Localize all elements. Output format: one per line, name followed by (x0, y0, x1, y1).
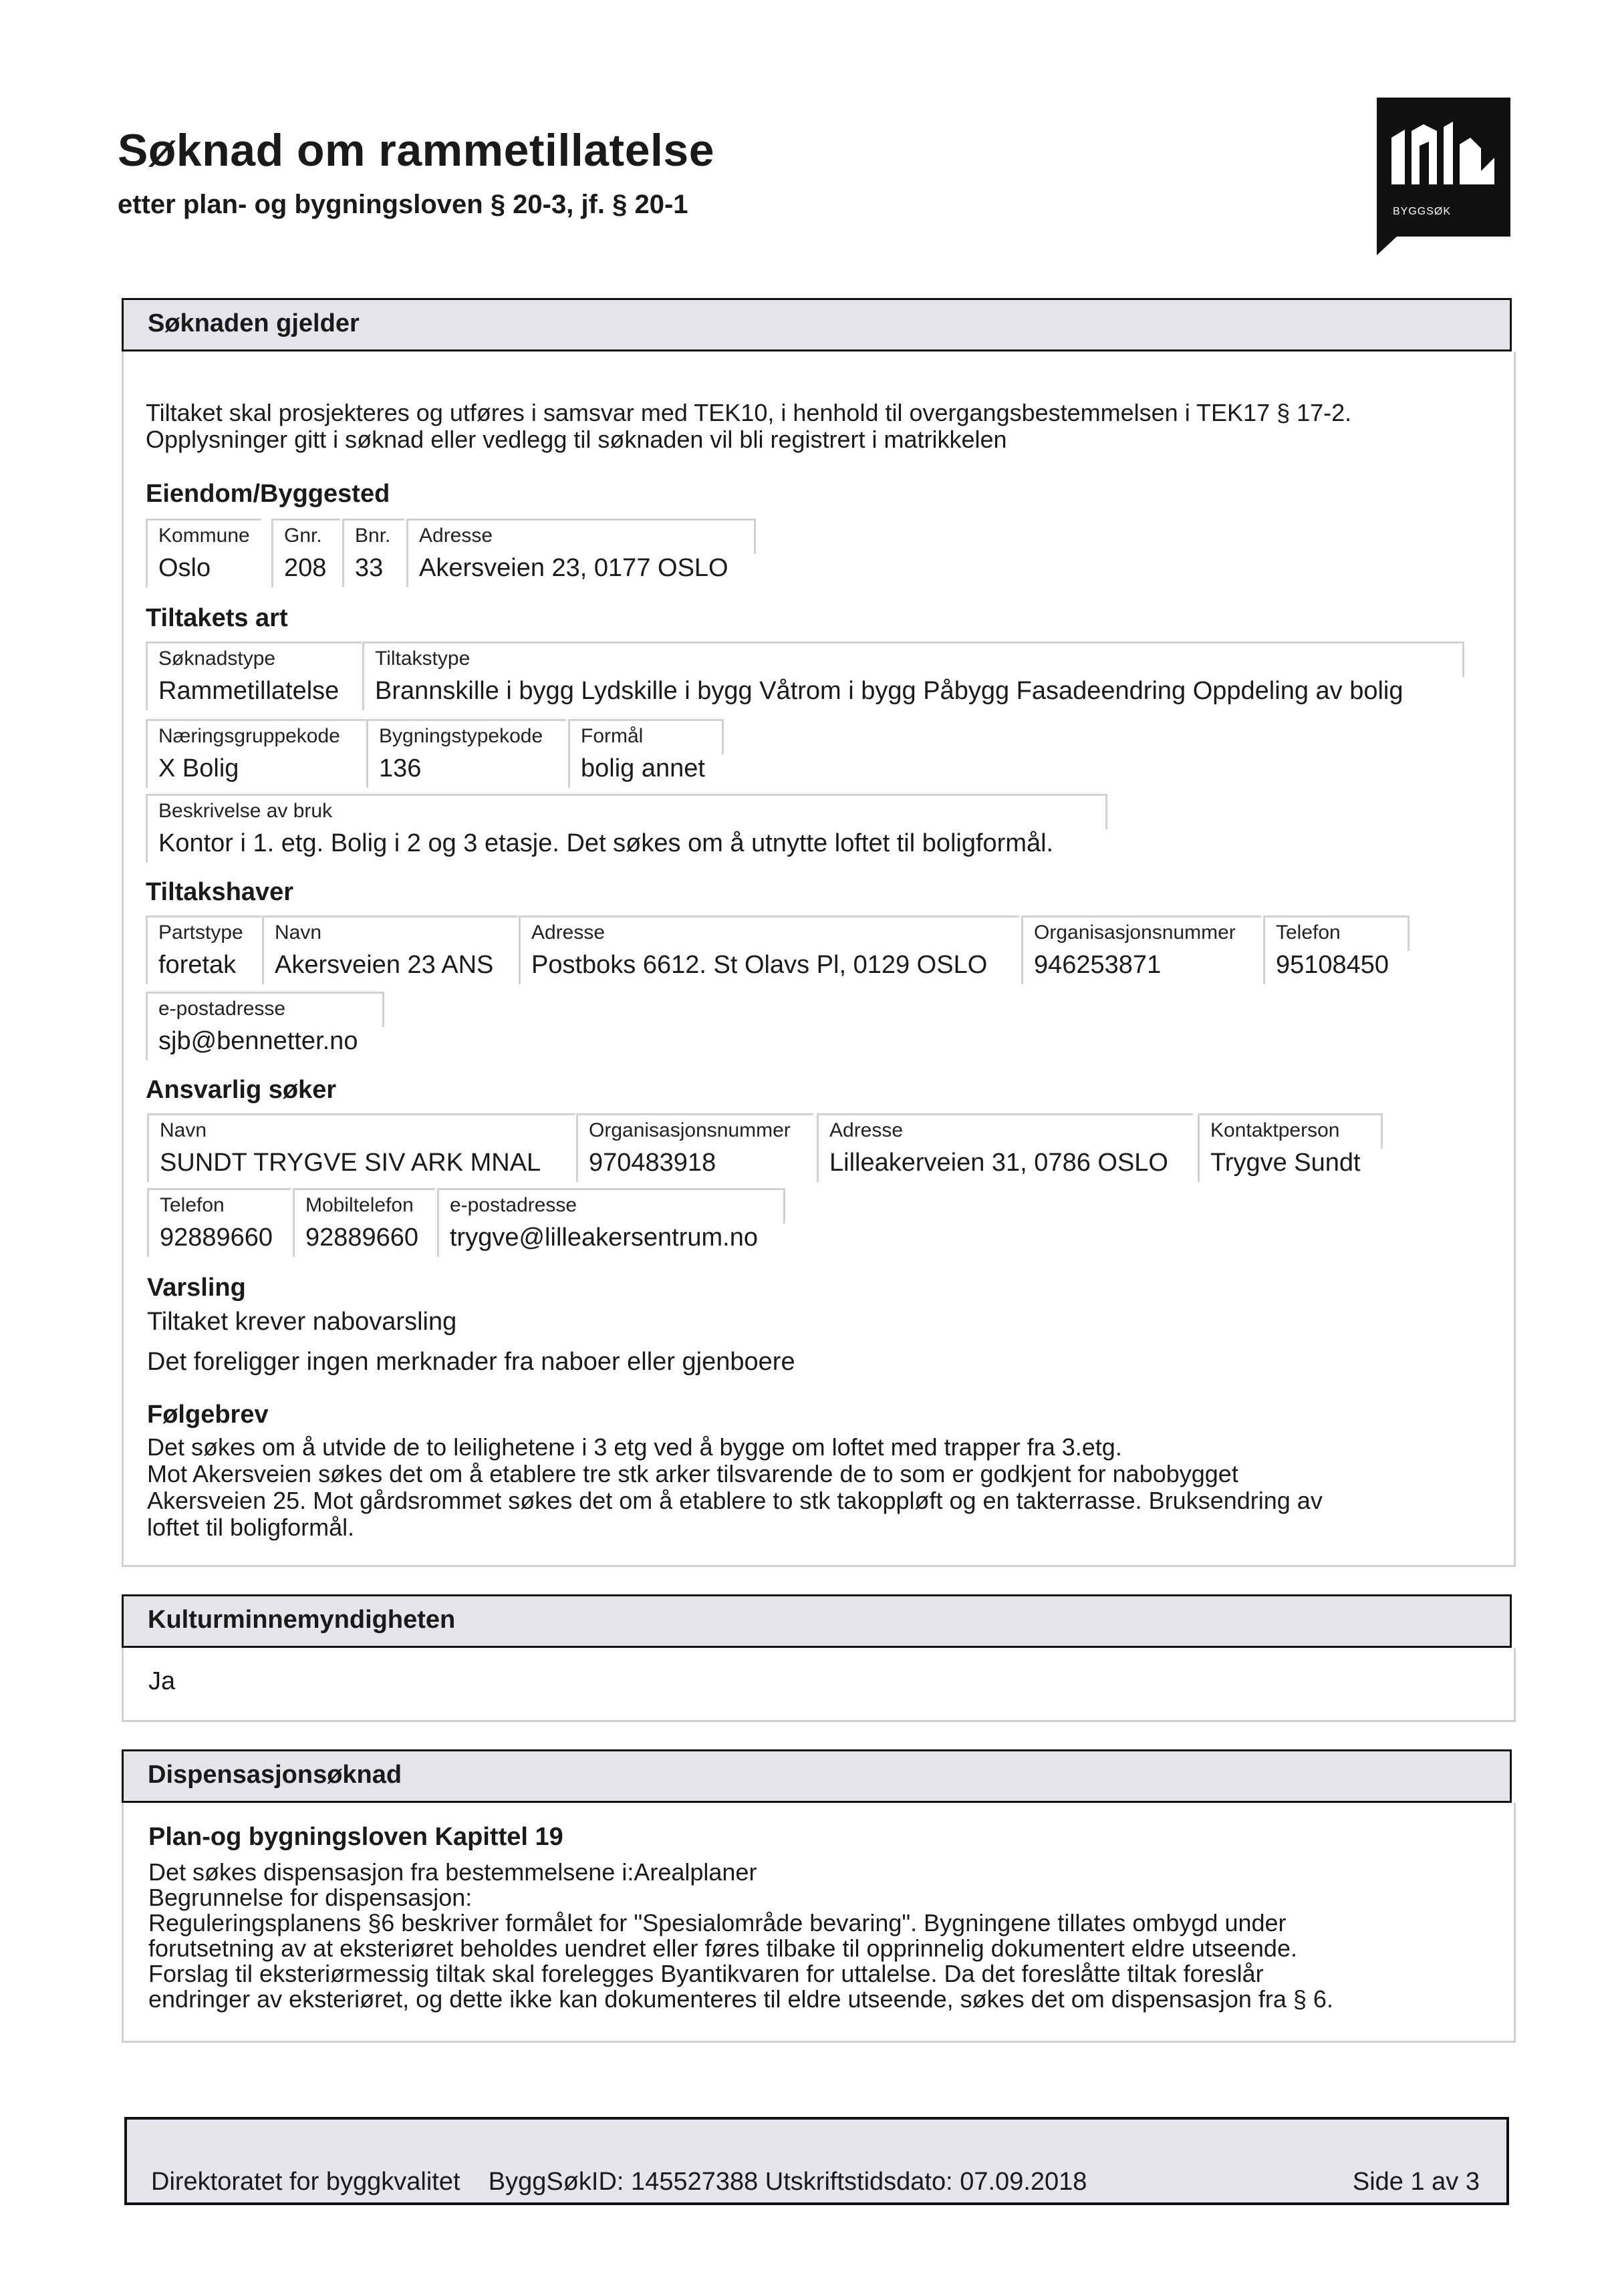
dispensasjon-line-5: Forslag til eksteriørmessig tiltak skal forelegges Byantikvaren for uttalelse. Da det foreslåtte tiltak foreslår (148, 1960, 1264, 1987)
formal-value: bolig annet (581, 754, 705, 782)
kommune-field (146, 519, 261, 587)
beskrivelse-label: Beskrivelse av bruk (158, 800, 333, 822)
section-header-dispensasjon (122, 1749, 1512, 1803)
varsling-line-1: Tiltaket krever nabovarsling (147, 1308, 457, 1336)
section-header-kulturminne (122, 1594, 1512, 1648)
formal-field (568, 719, 724, 788)
dispensasjon-line-2: Begrunnelse for dispensasjon: (148, 1884, 473, 1911)
section-header-soknaden-gjelder (122, 298, 1512, 351)
epost-label: e-postadresse (158, 998, 286, 1020)
soker-epost-field (437, 1188, 785, 1257)
orgnr-value: 970483918 (589, 1149, 716, 1177)
dispensasjon-line-4: forutsetning av at eksteriøret beholdes uendret eller føres tilbake til opprinnelig dokumentert eldre utseende. (148, 1934, 1297, 1962)
logo-tail (1377, 237, 1397, 255)
partstype-field (146, 915, 261, 984)
telefon-label: Telefon (160, 1194, 225, 1216)
dispensasjon-subheading: Plan-og bygningsloven Kapittel 19 (148, 1823, 563, 1851)
folgebrev-line-1: Det søkes om å utvide de to leilighetene i 3 etg ved å bygge om loftet med trapper fra 3.etg. (147, 1433, 1122, 1461)
soker-adresse-field (817, 1113, 1193, 1182)
bnr-label: Bnr. (355, 525, 391, 547)
tiltakshaver-heading: Tiltakshaver (146, 878, 294, 906)
soker-orgnr-field (576, 1113, 813, 1182)
mobil-label: Mobiltelefon (305, 1194, 414, 1216)
page-subtitle: etter plan- og bygningsloven § 20-3, jf. § 20-1 (118, 190, 688, 219)
soker-telefon-field (147, 1188, 291, 1257)
naeringsgruppekode-label: Næringsgruppekode (158, 725, 340, 747)
naeringsgruppekode-field (146, 719, 368, 788)
soker-kontakt-field (1198, 1113, 1383, 1182)
epost-label: e-postadresse (450, 1194, 577, 1216)
bnr-field (342, 519, 404, 587)
navn-value: SUNDT TRYGVE SIV ARK MNAL (160, 1149, 541, 1177)
epost-value: sjb@bennetter.no (158, 1027, 358, 1055)
orgnr-label: Organisasjonsnummer (1034, 921, 1236, 944)
bygningstypekode-label: Bygningstypekode (379, 725, 543, 747)
tiltakshaver-adresse-field (519, 915, 1019, 984)
navn-value: Akersveien 23 ANS (275, 951, 494, 979)
adresse-label: Adresse (829, 1119, 904, 1141)
adresse-label: Adresse (531, 921, 606, 944)
gnr-field (271, 519, 340, 587)
kontakt-value: Trygve Sundt (1210, 1149, 1361, 1177)
soker-mobil-field (293, 1188, 435, 1257)
intro-line-2: Opplysninger gitt i søknad eller vedlegg til søknaden vil bli registrert i matrikkelen (146, 426, 1007, 453)
section-title: Kulturminnemyndigheten (148, 1606, 456, 1634)
bygningstypekode-field (366, 719, 566, 788)
section-kulturminne (122, 1648, 1516, 1722)
folgebrev-heading: Følgebrev (147, 1401, 269, 1429)
navn-label: Navn (160, 1119, 207, 1141)
footer-info: Direktoratet for byggkvalitet ByggSøkID: 145527388 Utskriftstidsdato: 07.09.2018 (151, 2168, 1087, 2196)
kommune-value: Oslo (158, 554, 211, 582)
folgebrev-line-4: loftet til boligformål. (147, 1514, 355, 1541)
page-title: Søknad om rammetillatelse (118, 125, 715, 176)
adresse-label: Adresse (419, 525, 493, 547)
tiltakstype-value: Brannskille i bygg Lydskille i bygg Våtrom i bygg Påbygg Fasadeendring Oppdeling av bolig (375, 677, 1403, 705)
adresse-value: Akersveien 23, 0177 OSLO (419, 554, 728, 582)
orgnr-label: Organisasjonsnummer (589, 1119, 791, 1141)
dispensasjon-line-6: endringer av eksteriøret, og dette ikke kan dokumenteres til eldre utseende, søkes det om dispensasjon fra § 6. (148, 1985, 1333, 2013)
adresse-value: Postboks 6612. St Olavs Pl, 0129 OSLO (531, 951, 988, 979)
bygningstypekode-value: 136 (379, 754, 422, 782)
beskrivelse-value: Kontor i 1. etg. Bolig i 2 og 3 etasje. Det søkes om å utnytte loftet til boligformål. (158, 829, 1054, 857)
epost-value: trygve@lilleakersentrum.no (450, 1224, 758, 1252)
footer-page-number: Side 1 av 3 (1352, 2168, 1480, 2196)
page-footer (124, 2117, 1509, 2205)
telefon-value: 92889660 (160, 1224, 273, 1252)
kulturminne-value: Ja (148, 1667, 176, 1695)
eiendom-heading: Eiendom/Byggested (146, 480, 390, 508)
byggsok-logo-icon (1377, 98, 1510, 237)
dispensasjon-line-1: Det søkes dispensasjon fra bestemmelsene i:Arealplaner (148, 1858, 757, 1886)
intro-line-1: Tiltaket skal prosjekteres og utføres i samsvar med TEK10, i henhold til overgangsbestemmelsen i TEK17 § 17-2. (146, 399, 1352, 426)
kontakt-label: Kontaktperson (1210, 1119, 1340, 1141)
soknadstype-label: Søknadstype (158, 648, 276, 670)
gnr-label: Gnr. (284, 525, 322, 547)
formal-label: Formål (581, 725, 644, 747)
tiltakstype-label: Tiltakstype (375, 648, 471, 670)
folgebrev-line-2: Mot Akersveien søkes det om å etablere tre stk arker tilsvarende de to som er godkjent for nabobygget (147, 1460, 1238, 1487)
adresse-field (406, 519, 756, 587)
adresse-value: Lilleakerveien 31, 0786 OSLO (829, 1149, 1168, 1177)
telefon-label: Telefon (1276, 921, 1341, 944)
bnr-value: 33 (355, 554, 384, 582)
section-title: Dispensasjonsøknad (148, 1761, 402, 1789)
tiltakshaver-orgnr-field (1021, 915, 1261, 984)
section-title: Søknaden gjelder (148, 309, 360, 337)
tiltakstype-field (362, 641, 1464, 710)
folgebrev-line-3: Akersveien 25. Mot gårdsrommet søkes det om å etablere to stk takoppløft og en takterrasse. Bruksendring av (147, 1487, 1323, 1514)
ansvarlig-soker-heading: Ansvarlig søker (146, 1076, 337, 1104)
mobil-value: 92889660 (305, 1224, 419, 1252)
tiltakshaver-navn-field (262, 915, 518, 984)
tiltakshaver-telefon-field (1263, 915, 1410, 984)
partstype-value: foretak (158, 951, 237, 979)
soknadstype-value: Rammetillatelse (158, 677, 340, 705)
dispensasjon-line-3: Reguleringsplanens §6 beskriver formålet for "Spesialområde bevaring". Bygningene tillates ombygd under (148, 1909, 1287, 1936)
soker-navn-field (147, 1113, 575, 1182)
tiltakshaver-epost-field (146, 992, 384, 1060)
beskrivelse-field (146, 794, 1107, 863)
tiltakets-art-heading: Tiltakets art (146, 604, 288, 632)
varsling-heading: Varsling (147, 1274, 246, 1302)
naeringsgruppekode-value: X Bolig (158, 754, 239, 782)
orgnr-value: 946253871 (1034, 951, 1162, 979)
gnr-value: 208 (284, 554, 327, 582)
kommune-label: Kommune (158, 525, 250, 547)
soknadstype-field (146, 641, 362, 710)
varsling-line-2: Det foreligger ingen merknader fra naboer eller gjenboere (147, 1348, 795, 1376)
telefon-value: 95108450 (1276, 951, 1389, 979)
logo-text: BYGGSØK (1393, 206, 1452, 217)
partstype-label: Partstype (158, 921, 243, 944)
navn-label: Navn (275, 921, 322, 944)
